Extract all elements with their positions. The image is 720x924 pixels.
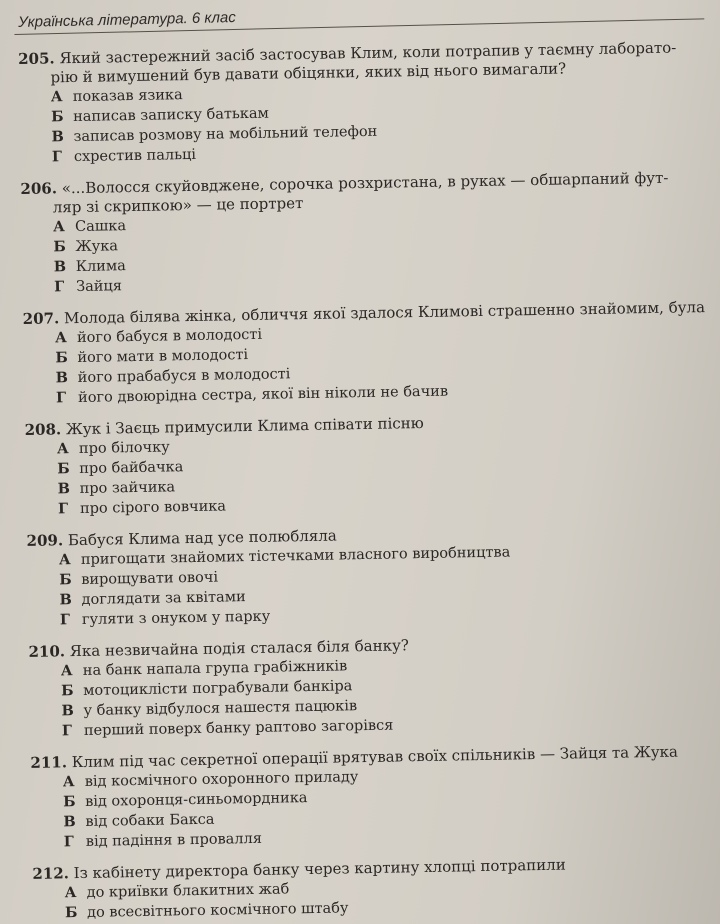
question-line: Жук і Заєць примусили Клима співати пісню [65,413,424,439]
option-text: показав язика [72,87,183,106]
question-block [23,298,720,409]
option-letter: Г [57,500,69,518]
option-letter: Г [63,833,74,851]
option-letter: Б [53,238,66,256]
option-letter: А [60,662,73,680]
option-text: пригощати знайомих тістечками власного виробництва [80,544,511,568]
question-block [26,520,720,631]
option-letter: В [55,369,69,387]
question-block [24,409,720,520]
option-letter: Г [59,611,71,629]
option-letter: Б [59,571,72,589]
question-list [18,38,720,924]
option-text: записав розмову на мобільний телефон [73,123,378,146]
option-letter: Г [51,148,63,166]
option-text: мотоциклісти пограбували банкіра [83,678,353,699]
option-text: від охоронця-синьомордника [84,790,308,810]
option-text: у банку відбулося нашестя пацюків [83,698,358,719]
question-line: Яка незвичайна подія сталася біля банку? [69,636,410,661]
option-letter: В [51,128,64,146]
option-letter: А [64,884,77,902]
option-text: до всесвітнього космічного штабу [86,900,349,921]
question-number: 211. [30,753,68,772]
option-letter: Б [62,793,76,811]
option-letter: Б [64,904,78,922]
option-letter: А [50,88,63,106]
question-block [28,631,720,742]
page-header [14,0,714,35]
option-letter: В [53,258,67,276]
option-text: Жука [75,238,119,256]
option-text: його бабуся в молодості [76,326,263,347]
option-text: вирощувати овочі [81,569,219,588]
option-text: схрестив пальці [73,146,197,166]
option-letter: Г [61,722,73,740]
option-letter: Б [57,460,70,478]
option-letter: Б [61,682,74,700]
option-text: його двоюрідна сестра, якої він ніколи не бачив [77,383,449,407]
option-text: перший поверх банку раптово загорівся [83,717,394,739]
option-letter: В [61,702,74,720]
option-letter: А [56,440,69,458]
question-number: 209. [26,531,64,550]
option-text: про зайчика [79,479,176,497]
question-line: Який застережний засіб застосував Клим, коли потрапив у таємну лаборато- [59,38,677,68]
option-letter: Б [51,108,64,126]
question-line: Молода білява жінка, обличчя якої здалося Климові страшенно знайомим, була [63,298,706,328]
question-block [18,38,720,168]
option-letter: В [57,480,71,498]
option-text: доглядати за квітами [81,589,246,608]
option-text: від собаки Бакса [85,811,215,830]
question-block [20,168,720,298]
option-text: його мати в молодості [77,347,249,367]
question-line: Клим під час секретної операції врятував своїх спільників — Зайця та Жука [71,742,679,772]
option-text: від падіння в провалля [85,830,263,850]
question-line: «...Волосся скуйовджене, сорочка розхристана, в руках — обшарпаний фут- [61,168,669,198]
question-block [30,742,720,853]
question-number: 206. [20,179,58,198]
question-number: 210. [28,642,66,661]
question-block [32,853,720,924]
running-header-title: Українська література. 6 клас [17,8,236,31]
option-text: Зайця [76,278,123,296]
option-letter: Г [53,278,65,296]
option-letter: А [52,218,66,236]
option-text: про сірого вовчика [79,498,227,517]
option-text: Клима [75,258,126,276]
option-text: його прабабуся в молодості [77,366,291,387]
question-line-continued: ляр зі скрипкою» — це портрет [52,194,304,217]
question-number: 205. [18,49,55,68]
option-text: про білочку [78,439,170,457]
question-number: 208. [24,420,62,439]
option-letter: Б [55,349,68,367]
option-text: до криївки блакитних жаб [86,881,290,901]
question-line-continued: рію й вимушений був давати обіцянки, яких від нього вимагали? [50,59,567,87]
option-letter: В [59,591,73,609]
option-text: від космічного охоронного приладу [84,769,359,790]
option-letter: А [62,773,75,791]
option-letter: А [54,329,67,347]
question-line: Із кабінету директора банку через картину хлопці потрапили [73,855,566,883]
option-letter: В [63,813,76,831]
option-text: на банк напала група грабіжників [82,658,348,679]
option-text: Сашка [74,218,127,236]
question-number: 212. [32,864,70,883]
question-number: 207. [22,309,60,328]
option-letter: А [58,551,71,569]
option-text: гуляти з онуком у парку [81,608,271,628]
option-text: про байбачка [79,459,184,477]
option-letter: Г [55,389,67,407]
question-line: Бабуся Клима над усе полюбляла [67,526,337,550]
option-text: написав записку батькам [73,105,269,126]
